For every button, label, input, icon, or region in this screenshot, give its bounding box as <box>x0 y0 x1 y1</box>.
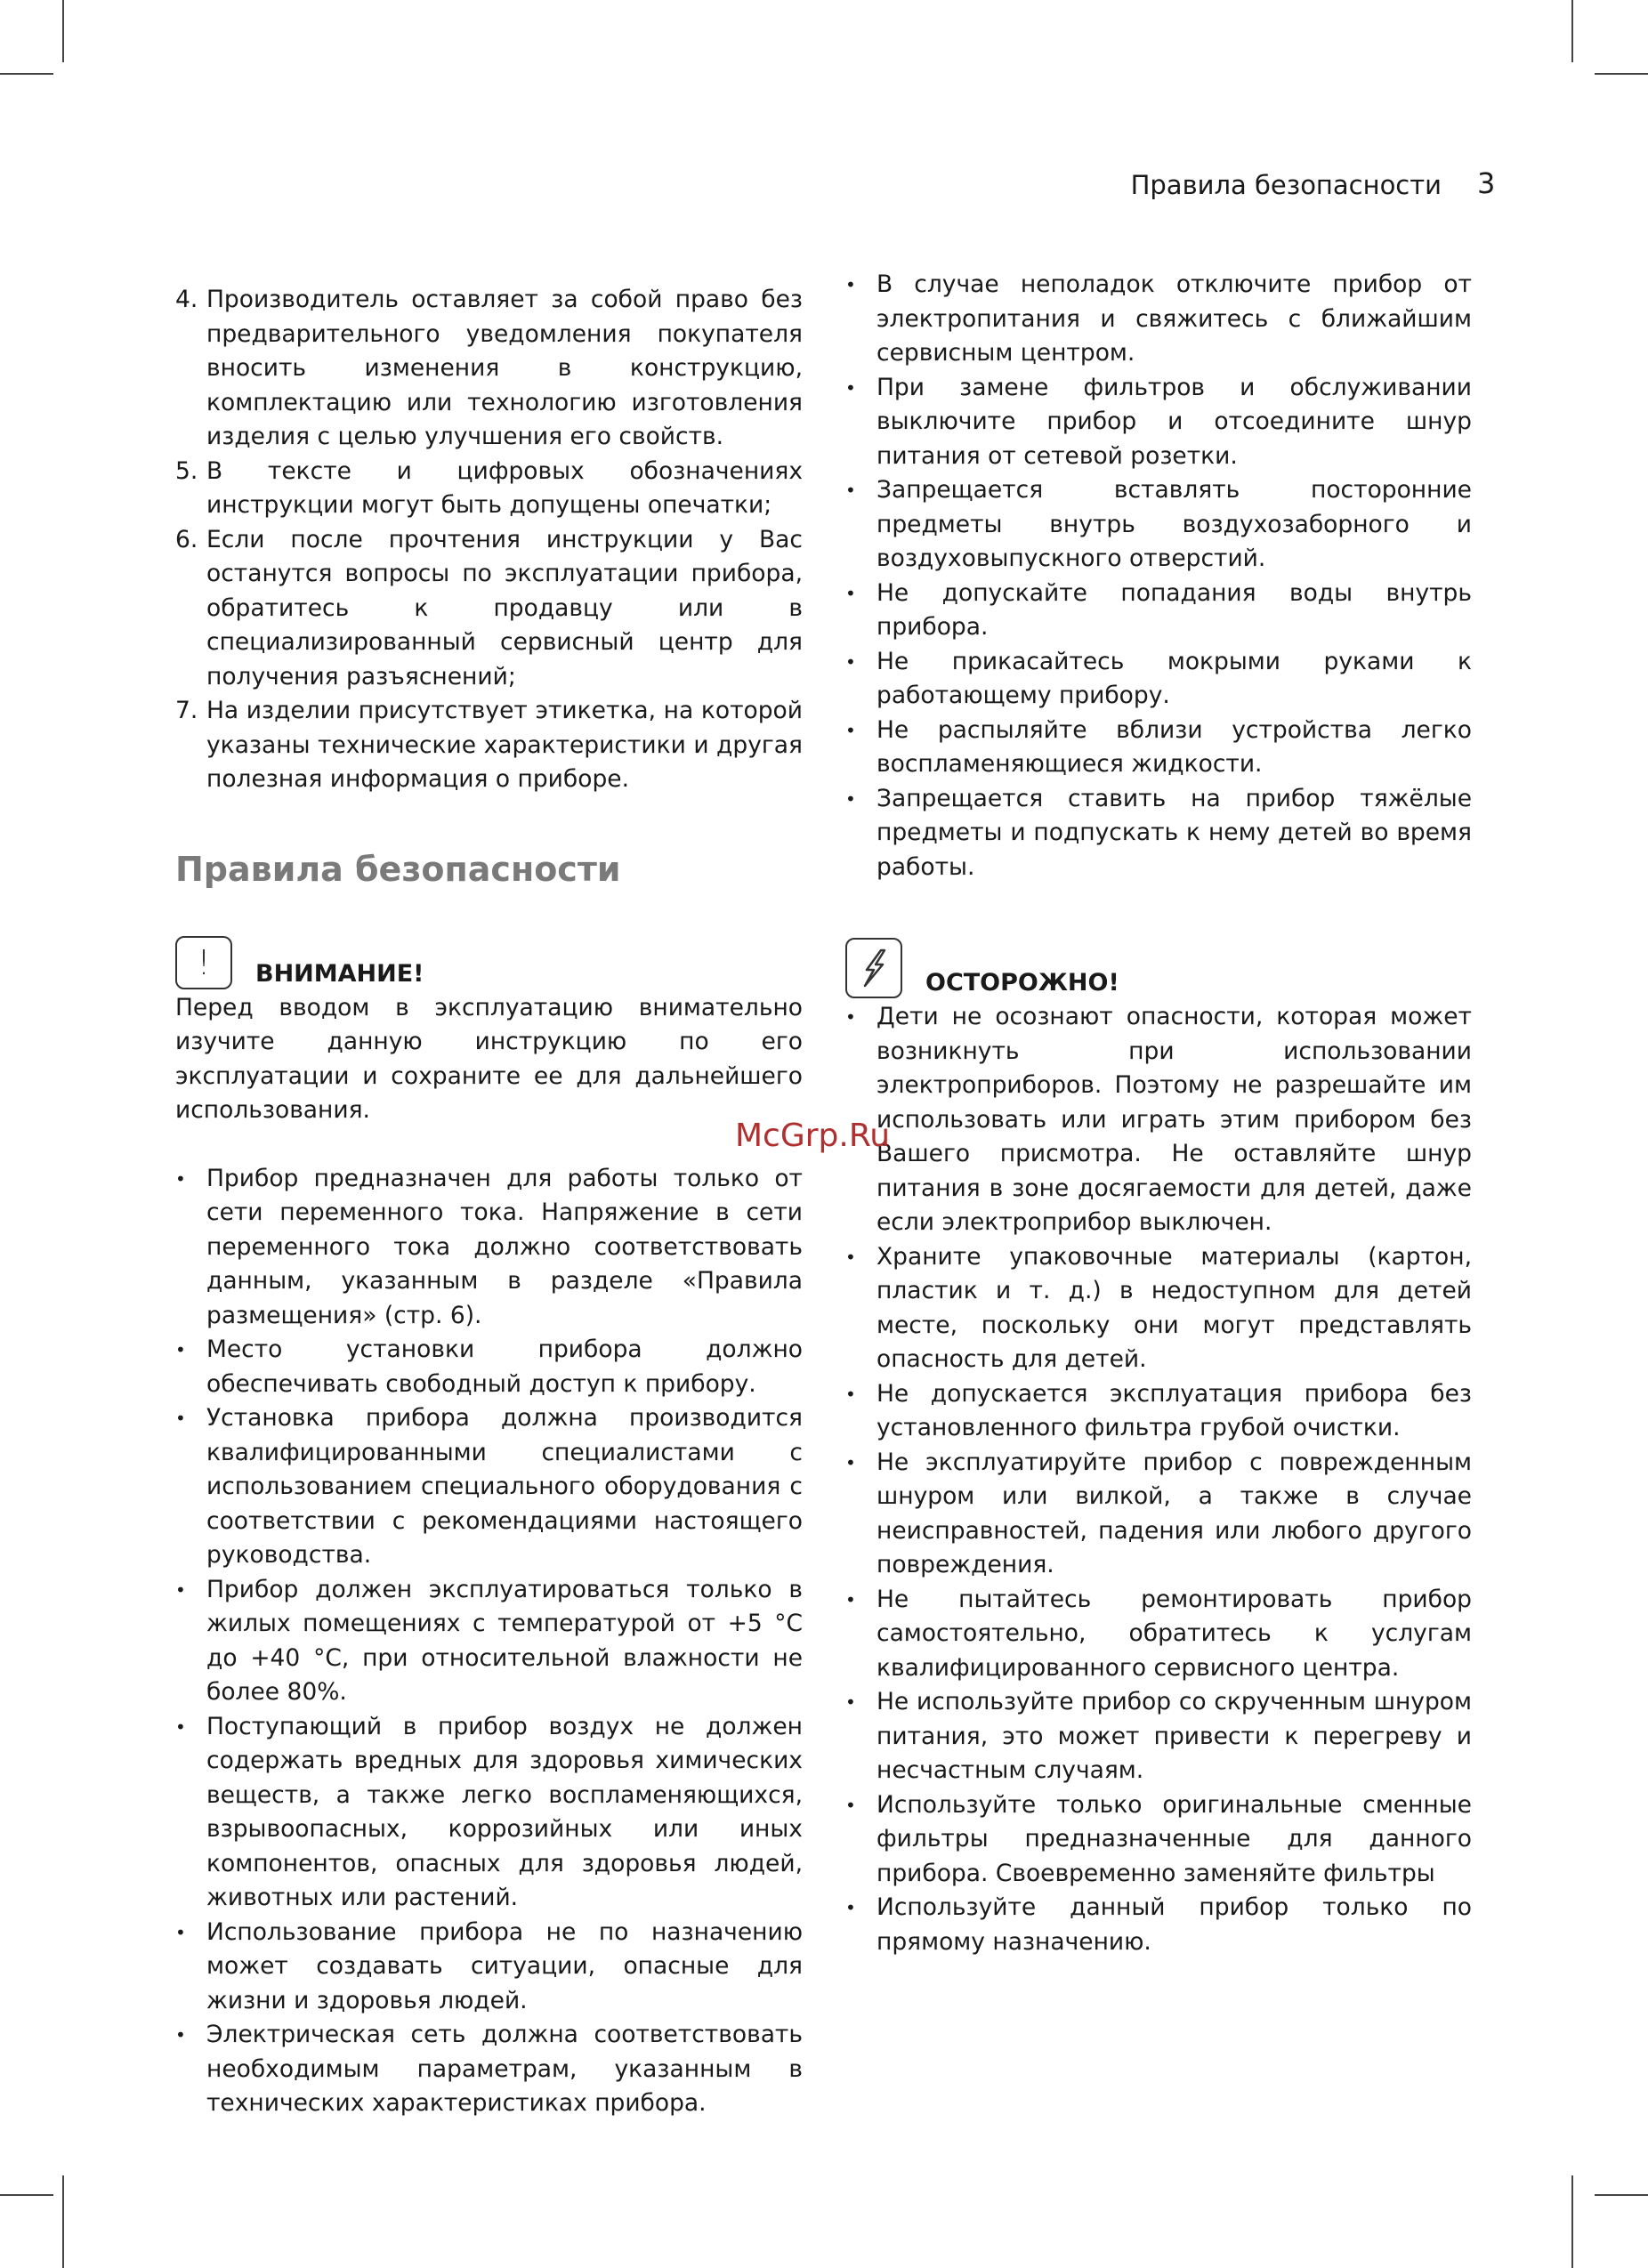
lightning-glyph <box>854 947 893 989</box>
crop-mark <box>62 2175 64 2268</box>
bullet-item: • Электрическая сеть должна соответствовать необходимым параметрам, указанным в технических характеристиках прибора. <box>175 2018 803 2121</box>
crop-mark <box>1571 0 1573 62</box>
caution-header <box>845 931 1472 998</box>
bullet-item: • Не пытайтесь ремонтировать прибор самостоятельно, обратитесь к услугам квалифицированного сервисного центра. <box>845 1583 1472 1686</box>
crop-mark <box>0 2194 53 2196</box>
bullet-item: • Не прикасайтесь мокрыми руками к работающему прибору. <box>845 645 1472 714</box>
item-number: 7. <box>175 697 198 724</box>
bullet-item: • Не распыляйте вблизи устройства легко воспламеняющиеся жидкости. <box>845 714 1472 782</box>
crop-mark <box>1571 2175 1573 2268</box>
crop-mark <box>1595 73 1648 75</box>
left-column <box>175 283 803 2121</box>
bullet-item: • Дети не осознают опасности, которая может возникнуть при использовании электроприборов. Поэтому не разрешайте им использовать или играть этим прибором без Вашего присмотра. Не оставляйте шнур питания в зоне досягаемости для детей, даже если электроприбор выключен. <box>845 1000 1472 1240</box>
item-text: В тексте и цифровых обозначениях инструкции могут быть допущены опечатки; <box>206 456 803 519</box>
numbered-list <box>175 283 803 797</box>
item-text: Производитель оставляет за собой право без предварительного уведомления покупателя вносить изменения в конструкцию, комплектацию или технологию изготовления изделия с целью улучшения его свойств. <box>206 286 803 450</box>
bullet-item: • Не используйте прибор со скрученным шнуром питания, это может привести к перегреву и несчастным случаям. <box>845 1685 1472 1788</box>
bullet-item: • При замене фильтров и обслуживании выключите прибор и отсоедините шнур питания от сетевой розетки. <box>845 371 1472 474</box>
item-number: 6. <box>175 525 198 553</box>
bullet-item: • Запрещается вставлять посторонние предметы внутрь воздухозаборного и воздуховыпускного отверстий. <box>845 473 1472 577</box>
right-column <box>845 268 1472 1959</box>
attention-label: ВНИМАНИЕ! <box>255 959 424 988</box>
bullet-item: • Используйте данный прибор только по прямому назначению. <box>845 1891 1472 1959</box>
bullet-item: • Поступающий в прибор воздух не должен содержать вредных для здоровья химических веществ, а также легко воспламеняющихся, взрывоопасных, коррозийных или иных компонентов, опасных для здоровья людей, животных или растений. <box>175 1710 803 1916</box>
crop-mark <box>1595 2194 1648 2196</box>
crop-mark <box>0 73 53 75</box>
item-number: 4. <box>175 286 198 313</box>
bullet-item: • В случае неполадок отключите прибор от электропитания и свяжитесь с ближайшим сервисным центром. <box>845 268 1472 371</box>
watermark: McGrp.Ru <box>735 1118 891 1154</box>
right-bullet-list-top <box>845 268 1472 884</box>
numbered-item <box>175 283 803 455</box>
item-text: Если после прочтения инструкции у Вас останутся вопросы по эксплуатации прибора, обратитесь к продавцу или в специализированный сервисный центр для получения разъяснений; <box>206 525 803 690</box>
exclamation-glyph: ! <box>197 942 211 982</box>
bullet-item: • Не допускайте попадания воды внутрь прибора. <box>845 577 1472 645</box>
numbered-item <box>175 694 803 797</box>
bullet-item: • Не допускается эксплуатация прибора без установленного фильтра грубой очистки. <box>845 1377 1472 1446</box>
bullet-item: • Прибор должен эксплуатироваться только в жилых помещениях с температурой от +5 °С до +40 °С, при относительной влажности не более 80%. <box>175 1573 803 1710</box>
numbered-item <box>175 523 803 695</box>
lightning-icon <box>845 938 902 998</box>
attention-header <box>175 931 803 989</box>
bullet-item: • Использование прибора не по назначению может создавать ситуации, опасные для жизни и здоровья людей. <box>175 1916 803 2019</box>
page-number: 3 <box>1477 166 1496 200</box>
exclamation-icon <box>175 936 232 989</box>
bullet-item: • Не эксплуатируйте прибор с поврежденным шнуром или вилкой, а также в случае неисправностей, падения или любого другого повреждения. <box>845 1446 1472 1583</box>
section-title: Правила безопасности <box>175 849 621 889</box>
caution-label: ОСТОРОЖНО! <box>925 969 1119 997</box>
bullet-item: • Установка прибора должна производится квалифицированными специалистами с использованием специального оборудования с соответствии с рекомендациями настоящего руководства. <box>175 1401 803 1573</box>
crop-mark <box>62 0 64 62</box>
item-number: 5. <box>175 456 198 485</box>
numbered-item <box>175 455 803 523</box>
bullet-item: • Прибор предназначен для работы только от сети переменного тока. Напряжение в сети переменного тока должно соответствовать данным, указанным в разделе «Правила размещения» (стр. 6). <box>175 1162 803 1334</box>
right-bullet-list-bottom <box>845 1000 1472 1959</box>
left-bullet-list <box>175 1162 803 2121</box>
bullet-item: • Запрещается ставить на прибор тяжёлые предметы и подпускать к нему детей во время работы. <box>845 782 1472 885</box>
attention-text: Перед вводом в эксплуатацию внимательно изучите данную инструкцию по его эксплуатации и сохраните ее для дальнейшего использования. <box>175 993 803 1124</box>
bullet-item: • Место установки прибора должно обеспечивать свободный доступ к прибору. <box>175 1333 803 1401</box>
bullet-item: • Храните упаковочные материалы (картон, пластик и т. д.) в недоступном для детей месте, поскольку они могут представлять опасность для детей. <box>845 1240 1472 1377</box>
running-header-title: Правила безопасности <box>1130 170 1442 200</box>
item-text: На изделии присутствует этикетка, на которой указаны технические характеристики и другая полезная информация о приборе. <box>206 697 803 793</box>
bullet-item: • Используйте только оригинальные сменные фильтры предназначенные для данного прибора. Своевременно заменяйте фильтры <box>845 1788 1472 1892</box>
